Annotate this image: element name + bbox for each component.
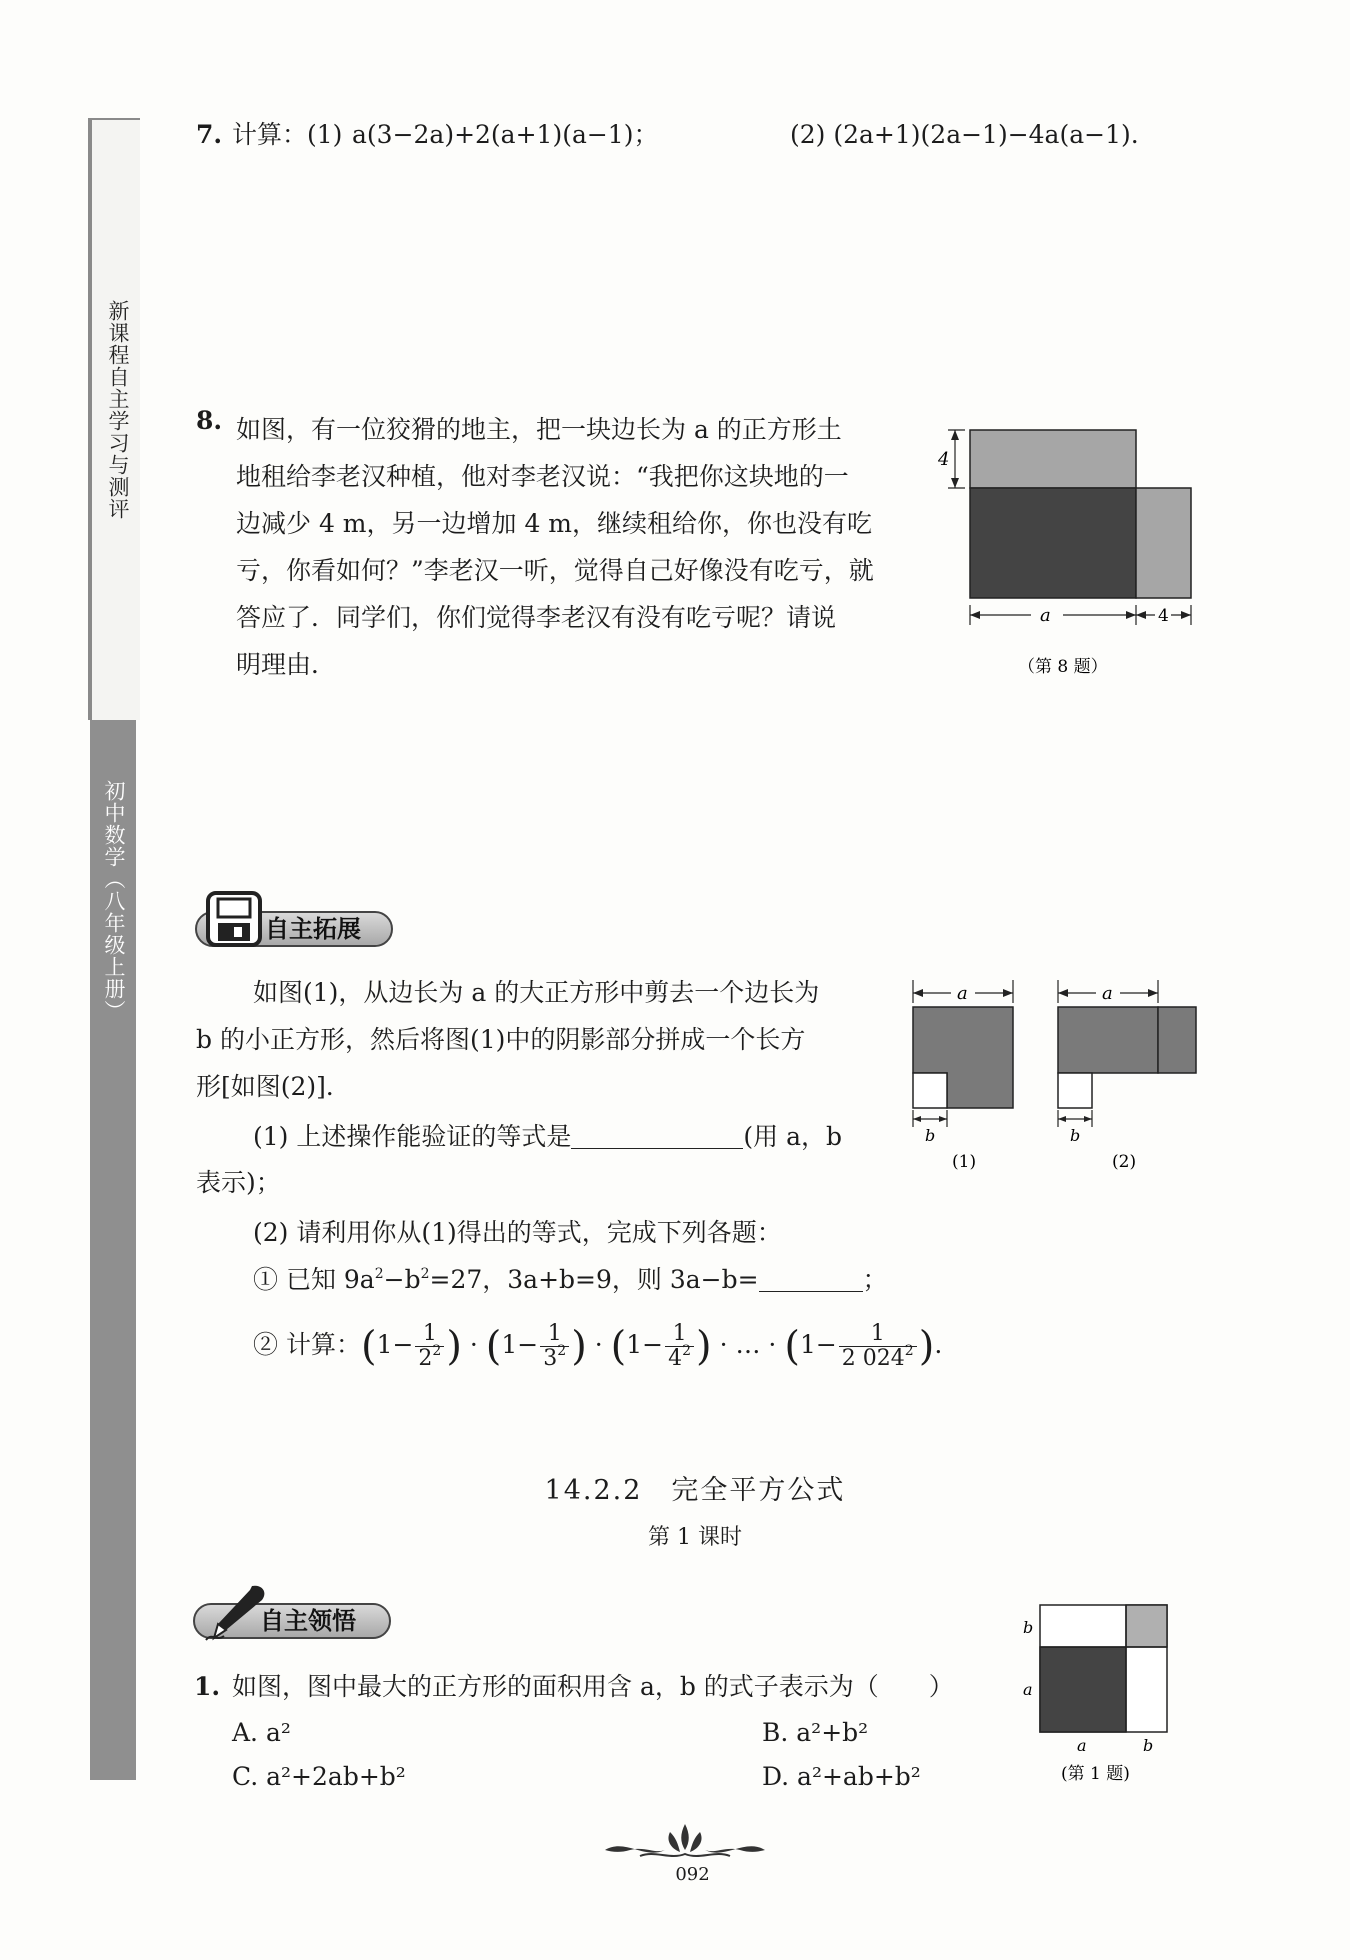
fig1-caption: (1) <box>952 1152 977 1172</box>
q7-lead: 计算：(1) <box>232 120 343 149</box>
q8-label-4-left: 4 <box>938 449 950 470</box>
self-header-label: 自主领悟 <box>260 1607 356 1635</box>
option-a[interactable]: A. a² <box>232 1718 291 1747</box>
page-number: 092 <box>675 1864 710 1885</box>
extend-sub1-cont: 表示)； <box>196 1168 281 1197</box>
q1-label-b-top: b <box>1023 1618 1034 1637</box>
q1-b-square <box>1126 1605 1167 1647</box>
disk-icon <box>206 891 262 947</box>
extend-figure-2 <box>1050 975 1210 1175</box>
fraction-3: $\frac{1}{4^2}$ <box>665 1322 694 1371</box>
q8-line-1: 如图，有一位狡猾的地主，把一块边长为 a 的正方形土 <box>236 415 842 444</box>
q8-right-strip <box>1136 488 1191 598</box>
extend-line-1: 如图(1)，从边长为 a 的大正方形中剪去一个边长为 <box>253 978 820 1007</box>
section-title: 14.2.2 完全平方公式 <box>544 1475 846 1506</box>
q8-line-6: 明理由． <box>236 650 337 679</box>
item1-part-b: −b <box>383 1265 421 1294</box>
q1-label-b-bottom: b <box>1143 1736 1154 1755</box>
extend-line-3: 形[如图(2)]． <box>196 1072 351 1101</box>
side-title-bottom: 初中数学（八年级上册） <box>102 780 126 1022</box>
q1-figure <box>1015 1595 1180 1795</box>
extend-item-2: ② 计算：(1− $\frac{1}{2^2}$ ) · (1− $\frac{1}{3^2}$ ) · (1− $\frac{1}{4^2}$ ) · … · (1− $\frac{1}{2 024^2}$ ). <box>253 1321 943 1371</box>
q8-figure <box>935 420 1205 680</box>
q1-label-a-left: a <box>1023 1680 1033 1699</box>
q8-number: 8. <box>196 406 223 435</box>
item2-lead: ② 计算： <box>253 1330 361 1359</box>
q1-number: 1. <box>194 1672 221 1701</box>
fig2-removed-square <box>1058 1073 1092 1108</box>
q8-caption: （第 8 题） <box>1018 657 1108 677</box>
answer-blank-1[interactable] <box>571 1124 743 1149</box>
fig2-left-part <box>1058 1007 1158 1073</box>
fraction-2: $\frac{1}{3^2}$ <box>540 1322 569 1371</box>
side-tab-bottom <box>90 720 136 1780</box>
q8-text <box>236 406 874 688</box>
extend-line-2: b 的小正方形，然后将图(1)中的阴影部分拼成一个长方 <box>196 1025 806 1054</box>
fig2-label-b: b <box>1070 1126 1081 1145</box>
side-tab-top <box>88 118 140 720</box>
fraction-1: $\frac{1}{2^2}$ <box>415 1322 444 1371</box>
extend-sub1 <box>253 1122 842 1152</box>
q8-overlap-region <box>970 488 1136 598</box>
extend-header-label: 自主拓展 <box>265 915 361 943</box>
q8-line-2: 地租给李老汉种植，他对李老汉说：“我把你这块地的一 <box>236 462 849 491</box>
fig2-right-part <box>1158 1007 1196 1073</box>
fig1-small-square <box>913 1073 947 1108</box>
extend-figure-1 <box>905 975 1025 1175</box>
side-title-top: 新课程自主学习与测评 <box>106 300 130 520</box>
extend-sub1-tail: (用 a，b <box>743 1122 842 1151</box>
q1-text: 如图，图中最大的正方形的面积用含 a，b 的式子表示为（ ） <box>232 1672 954 1701</box>
q1-caption: (第 1 题) <box>1061 1764 1130 1784</box>
item1-end: ； <box>862 1265 888 1294</box>
q1-a-square <box>1040 1647 1126 1732</box>
fig1-label-b: b <box>925 1126 936 1145</box>
extend-sub2: (2) 请利用你从(1)得出的等式，完成下列各题： <box>253 1218 782 1247</box>
lesson-title: 第 1 课时 <box>648 1525 742 1550</box>
q1-label-a-bottom: a <box>1077 1736 1087 1755</box>
item1-part-a: ① 已知 9a <box>253 1265 375 1294</box>
option-c[interactable]: C. a²+2ab+b² <box>232 1762 406 1791</box>
extend-item-1: ① 已知 $9a^2-b^2=27$，3a+b=9，则 3a−b= ； <box>253 1265 888 1294</box>
extend-sub1-text: (1) 上述操作能验证的等式是 <box>253 1122 572 1151</box>
fig1-label-a: a <box>957 983 968 1004</box>
q7-part1: a(3−2a)+2(a+1)(a−1)； <box>352 120 659 149</box>
q8-line-4: 亏，你看如何？”李老汉一听，觉得自己好像没有吃亏，就 <box>236 556 874 585</box>
option-d[interactable]: D. a²+ab+b² <box>762 1762 921 1791</box>
q7-part2: (2) (2a+1)(2a−1)−4a(a−1). <box>790 120 1139 149</box>
fig2-label-a: a <box>1102 983 1113 1004</box>
q8-line-5: 答应了．同学们，你们觉得李老汉有没有吃亏呢？请说 <box>236 603 837 632</box>
q8-label-a: a <box>1040 605 1051 626</box>
q8-label-4-bottom: 4 <box>1158 606 1169 626</box>
q8-top-strip <box>970 430 1136 488</box>
option-b[interactable]: B. a²+b² <box>762 1718 869 1747</box>
q8-line-3: 边减少 4 m，另一边增加 4 m，继续租给你，你也没有吃 <box>236 509 873 538</box>
item1-part-c: =27，3a+b=9，则 3a−b= <box>429 1265 759 1294</box>
fig2-caption: (2) <box>1112 1152 1137 1172</box>
answer-blank-2[interactable] <box>759 1267 863 1292</box>
fraction-4: $\frac{1}{2 024^2}$ <box>839 1322 917 1371</box>
q7-number: 7. <box>196 120 223 149</box>
